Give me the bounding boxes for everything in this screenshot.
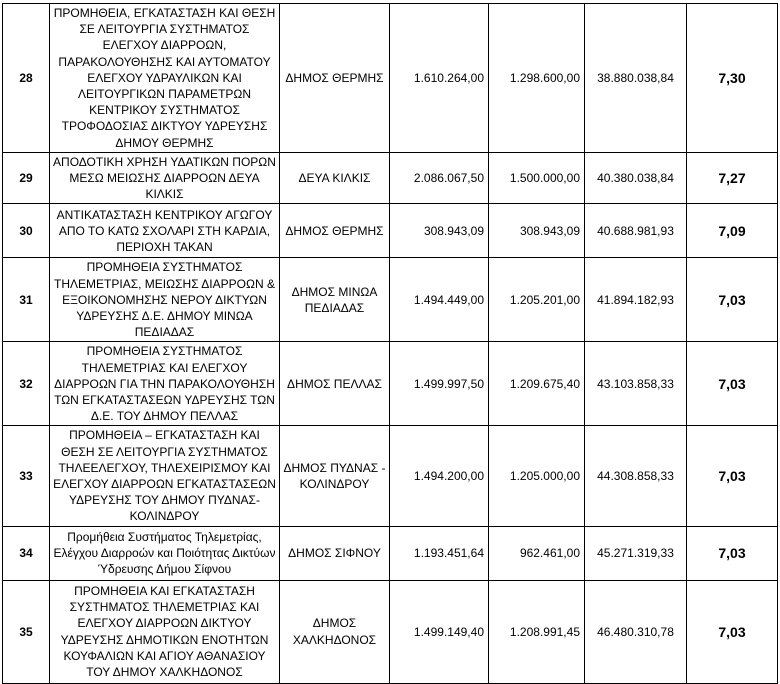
score: 7,03 bbox=[687, 580, 778, 683]
score: 7,30 bbox=[687, 4, 778, 153]
eligible-budget: 962.461,00 bbox=[489, 526, 585, 580]
beneficiary: ΔΗΜΟΣ ΧΑΛΚΗΔΟΝΟΣ bbox=[280, 580, 390, 683]
score: 7,03 bbox=[687, 342, 778, 426]
table-row bbox=[3, 580, 778, 683]
project-title: ΠΡΟΜΗΘΕΙΑ – ΕΓΚΑΤΑΣΤΑΣΗ ΚΑΙ ΘΕΣΗ ΣΕ ΛΕΙΤΟΥΡΓΙΑ ΣΥΣΤΗΜΑΤΟΣ ΤΗΛΕΕΛΕΓΧΟΥ, ΤΗΛΕΧΕΙΡΙΣΜΟΥ ΚΑΙ ΕΛΕΓΧΟΥ ΔΙΑΡΡΟΩΝ ΕΓΚΑΤΑΣΤΑΣΕΩΝ ΥΔΡΕΥΣΗΣ ΤΟΥ ΔΗΜΟΥ ΠΥΔΝΑΣ-ΚΟΛΙΝΔΡΟΥ bbox=[50, 426, 280, 526]
beneficiary: ΔΗΜΟΣ ΠΕΛΛΑΣ bbox=[280, 342, 390, 426]
total-budget: 1.499.149,40 bbox=[390, 580, 489, 683]
score: 7,03 bbox=[687, 526, 778, 580]
score: 7,03 bbox=[687, 426, 778, 526]
row-number: 31 bbox=[3, 258, 50, 342]
cumulative-budget: 38.880.038,84 bbox=[585, 4, 687, 153]
score: 7,27 bbox=[687, 152, 778, 204]
row-number: 28 bbox=[3, 4, 50, 153]
table-row bbox=[3, 426, 778, 526]
eligible-budget: 1.205.000,00 bbox=[489, 426, 585, 526]
beneficiary: ΔΗΜΟΣ ΘΕΡΜΗΣ bbox=[280, 204, 390, 258]
cumulative-budget: 46.480.310,78 bbox=[585, 580, 687, 683]
eligible-budget: 1.298.600,00 bbox=[489, 4, 585, 153]
eligible-budget: 1.205.201,00 bbox=[489, 258, 585, 342]
eligible-budget: 1.208.991,45 bbox=[489, 580, 585, 683]
beneficiary: ΔΕΥΑ ΚΙΛΚΙΣ bbox=[280, 152, 390, 204]
eligible-budget: 1.209.675,40 bbox=[489, 342, 585, 426]
project-title: ΠΡΟΜΗΘΕΙΑ, ΕΓΚΑΤΑΣΤΑΣΗ ΚΑΙ ΘΕΣΗ ΣΕ ΛΕΙΤΟΥΡΓΙΑ ΣΥΣΤΗΜΑΤΟΣ ΕΛΕΓΧΟΥ ΔΙΑΡΡΟΩΝ, ΠΑΡΑΚΟΛΟΥΘΗΣΗΣ ΚΑΙ ΑΥΤΟΜΑΤΟΥ ΕΛΕΓΧΟΥ ΥΔΡΑΥΛΙΚΩΝ ΚΑΙ ΛΕΙΤΟΥΡΓΙΚΩΝ ΠΑΡΑΜΕΤΡΩΝ ΚΕΝΤΡΙΚΟΥ ΣΥΣΤΗΜΑΤΟΣ ΤΡΟΦΟΔΟΣΙΑΣ ΔΙΚΤΥΟΥ ΥΔΡΕΥΣΗΣ ΔΗΜΟΥ ΘΕΡΜΗΣ bbox=[50, 4, 280, 153]
total-budget: 1.610.264,00 bbox=[390, 4, 489, 153]
table-row bbox=[3, 204, 778, 258]
row-number: 35 bbox=[3, 580, 50, 683]
row-number: 30 bbox=[3, 204, 50, 258]
cumulative-budget: 44.308.858,33 bbox=[585, 426, 687, 526]
total-budget: 1.494.200,00 bbox=[390, 426, 489, 526]
project-title: ΠΡΟΜΗΘΕΙΑ ΚΑΙ ΕΓΚΑΤΑΣΤΑΣΗ ΣΥΣΤΗΜΑΤΟΣ ΤΗΛΕΜΕΤΡΙΑΣ ΚΑΙ ΕΛΕΓΧΟΥ ΔΙΑΡΡΟΩΝ ΔΙΚΤΥΟΥ ΥΔΡΕΥΣΗΣ ΔΗΜΟΤΙΚΩΝ ΕΝΟΤΗΤΩΝ ΚΟΥΦΑΛΙΩΝ ΚΑΙ ΑΓΙΟΥ ΑΘΑΝΑΣΙΟΥ ΤΟΥ ΔΗΜΟΥ ΧΑΛΚΗΔΟΝΟΣ bbox=[50, 580, 280, 683]
table-row bbox=[3, 526, 778, 580]
project-title: ΑΝΤΙΚΑΤΑΣΤΑΣΗ ΚΕΝΤΡΙΚΟΥ ΑΓΩΓΟΥ ΑΠΟ ΤΟ ΚΑΤΩ ΣΧΟΛΑΡΙ ΣΤΗ ΚΑΡΔΙΑ, ΠΕΡΙΟΧΗ ΤΑΚΑΝ bbox=[50, 204, 280, 258]
total-budget: 2.086.067,50 bbox=[390, 152, 489, 204]
project-title: Προμήθεια Συστήματος Τηλεμετρίας, Ελέγχου Διαρροών και Ποιότητας Δικτύων Ύδρευσης Δήμου Σίφνου bbox=[50, 526, 280, 580]
cumulative-budget: 40.380.038,84 bbox=[585, 152, 687, 204]
eligible-budget: 308.943,09 bbox=[489, 204, 585, 258]
total-budget: 308.943,09 bbox=[390, 204, 489, 258]
table-row bbox=[3, 258, 778, 342]
total-budget: 1.193.451,64 bbox=[390, 526, 489, 580]
beneficiary: ΔΗΜΟΣ ΜΙΝΩΑ ΠΕΔΙΑΔΑΣ bbox=[280, 258, 390, 342]
total-budget: 1.494.449,00 bbox=[390, 258, 489, 342]
project-ranking-table bbox=[2, 3, 778, 684]
cumulative-budget: 45.271.319,33 bbox=[585, 526, 687, 580]
row-number: 33 bbox=[3, 426, 50, 526]
cumulative-budget: 43.103.858,33 bbox=[585, 342, 687, 426]
total-budget: 1.499.997,50 bbox=[390, 342, 489, 426]
project-title: ΠΡΟΜΗΘΕΙΑ ΣΥΣΤΗΜΑΤΟΣ ΤΗΛΕΜΕΤΡΙΑΣ, ΜΕΙΩΣΗΣ ΔΙΑΡΡΟΩΝ & ΕΞΟΙΚΟΝΟΜΗΣΗΣ ΝΕΡΟΥ ΔΙΚΤΥΩΝ ΥΔΡΕΥΣΗΣ Δ.Ε. ΔΗΜΟΥ ΜΙΝΩΑ ΠΕΔΙΑΔΑΣ bbox=[50, 258, 280, 342]
row-number: 32 bbox=[3, 342, 50, 426]
cumulative-budget: 40.688.981,93 bbox=[585, 204, 687, 258]
beneficiary: ΔΗΜΟΣ ΘΕΡΜΗΣ bbox=[280, 4, 390, 153]
eligible-budget: 1.500.000,00 bbox=[489, 152, 585, 204]
score: 7,09 bbox=[687, 204, 778, 258]
table-row bbox=[3, 342, 778, 426]
beneficiary: ΔΗΜΟΣ ΣΙΦΝΟΥ bbox=[280, 526, 390, 580]
table-row bbox=[3, 4, 778, 153]
project-title: ΠΡΟΜΗΘΕΙΑ ΣΥΣΤΗΜΑΤΟΣ ΤΗΛΕΜΕΤΡΙΑΣ ΚΑΙ ΕΛΕΓΧΟΥ ΔΙΑΡΡΟΩΝ ΓΙΑ ΤΗΝ ΠΑΡΑΚΟΛΟΥΘΗΣΗ ΤΩΝ ΕΓΚΑΤΑΣΤΑΣΕΩΝ ΥΔΡΕΥΣΗΣ ΤΩΝ Δ.Ε. ΤΟΥ ΔΗΜΟΥ ΠΕΛΛΑΣ bbox=[50, 342, 280, 426]
beneficiary: ΔΗΜΟΣ ΠΥΔΝΑΣ - ΚΟΛΙΝΔΡΟΥ bbox=[280, 426, 390, 526]
row-number: 34 bbox=[3, 526, 50, 580]
row-number: 29 bbox=[3, 152, 50, 204]
score: 7,03 bbox=[687, 258, 778, 342]
cumulative-budget: 41.894.182,93 bbox=[585, 258, 687, 342]
table-row bbox=[3, 152, 778, 204]
project-title: ΑΠΟΔΟΤΙΚΗ ΧΡΗΣΗ ΥΔΑΤΙΚΩΝ ΠΟΡΩΝ ΜΕΣΩ ΜΕΙΩΣΗΣ ΔΙΑΡΡΟΩΝ ΔΕΥΑ ΚΙΛΚΙΣ bbox=[50, 152, 280, 204]
